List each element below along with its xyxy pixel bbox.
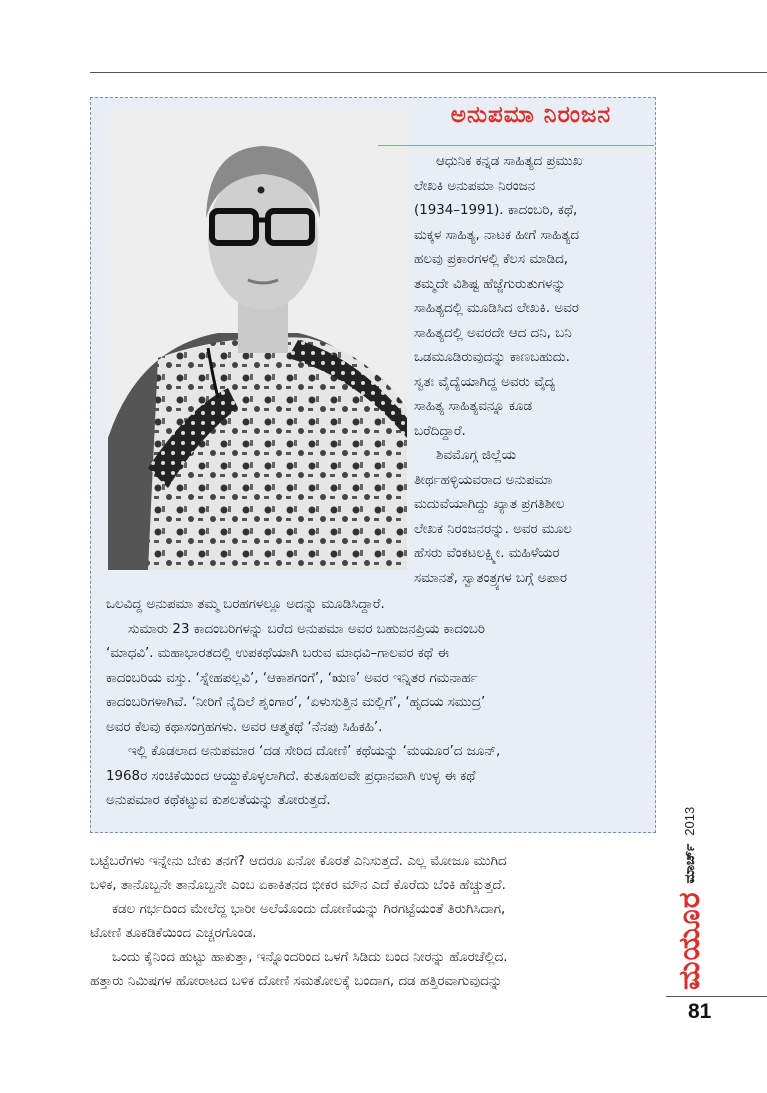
profile-line: ಆಧುನಿಕ ಕನ್ನಡ ಸಾಹಿತ್ಯದ ಪ್ರಮುಖ xyxy=(436,154,583,169)
issue-year: 2013 xyxy=(682,806,697,836)
story-line: ಬಳಿಕ, ತಾನೊಬ್ಬನೇ ತಾನೊಬ್ಬನೇ ಎಂಬ ಏಕಾಕಿತನದ ಭೀಕರ ಮೌನ ಎದೆ ಕೊರೆದು ಬೆಂಕಿ ಹೆಚ್ಚುತ್ತದೆ. xyxy=(90,878,506,893)
profile-text-right-column xyxy=(414,150,654,591)
portrait-photo xyxy=(108,108,407,570)
profile-line: ‘ಮಾಧವಿ’. ಮಹಾಭಾರತದಲ್ಲಿ ಉಪಕಥೆಯಾಗಿ ಬರುವ ಮಾಧವಿ–ಗಾಲವರ ಕಥೆ ಈ xyxy=(106,646,449,661)
profile-line: ಅನುಪಮಾರ ಕಥೆಕಟ್ಟುವ ಕುಶಲತೆಯನ್ನು ತೋರುತ್ತದೆ. xyxy=(106,793,331,808)
profile-line: ಸಾಹಿತ್ಯದಲ್ಲಿ ಮೂಡಿಸಿದ ಲೇಖಕಿ. ಅವರ xyxy=(414,301,579,316)
profile-line: ಮದುವೆಯಾಗಿದ್ದು ಖ್ಯಾತ ಪ್ರಗತಿಶೀಲ xyxy=(414,497,565,512)
profile-line: ಸುಮಾರು 23 ಕಾದಂಬರಿಗಳನ್ನು ಬರೆದ ಅನುಪಮಾ ಅವರ ಬಹುಜನಪ್ರಿಯ ಕಾದಂಬರಿ xyxy=(128,621,485,637)
profile-line: ಒಲವಿದ್ದ ಅನುಪಮಾ ತಮ್ಮ ಬರಹಗಳಲ್ಲೂ ಅದನ್ನು ಮೂಡಿಸಿದ್ದಾರೆ. xyxy=(106,597,385,612)
profile-line: ಕಾದಂಬರಿಯ ವಸ್ತು. ‘ಸ್ನೇಹಪಲ್ಲವಿ’, ‘ಆಕಾಶಗಂಗೆ’, ‘ಋಣ’ ಅವರ ಇನ್ನಿತರ ಗಮನಾರ್ಹ xyxy=(106,670,478,686)
issue-month: ಮಾರ್ಚ್ xyxy=(681,843,698,884)
profile-line: ಸಾಹಿತ್ಯದಲ್ಲಿ ಅವರದೇ ಆದ ದನಿ, ಬನಿ xyxy=(414,325,572,341)
profile-line: ಅವರ ಕೆಲವು ಕಥಾಸಂಗ್ರಹಗಳು. ಅವರ ಆತ್ಮಕಥೆ ‘ನೆನಪು ಸಿಹಿಕಹಿ’. xyxy=(106,719,383,735)
profile-line: ಒಡಮೂಡಿರುವುದನ್ನು ಕಾಣಬಹುದು. xyxy=(414,350,570,365)
profile-line: ಬರೆದಿದ್ದಾರೆ. xyxy=(414,423,466,439)
profile-line: ಸಮಾನತೆ, ಸ್ವಾತಂತ್ರ್ಯಗಳ ಬಗ್ಗೆ ಅಪಾರ xyxy=(414,570,567,586)
story-line: ಒಂದು ಕೈನಿಂದ ಹುಟ್ಟು ಹಾಕುತ್ತಾ, ಇನ್ನೊಂದರಿಂದ ಒಳಗೆ ಸಿಡಿದು ಬಂದ ನೀರನ್ನು ಹೊರಚೆಲ್ಲಿದ. xyxy=(112,950,508,965)
profile-line: ತೀರ್ಥಹಳ್ಳಿಯವರಾದ ಅನುಪಮಾ xyxy=(414,472,553,488)
profile-line: ಸಾಹಿತ್ಯ ಸಾಹಿತ್ಯವನ್ನೂ ಕೂಡ xyxy=(414,399,532,414)
magazine-logo: ಮಯೂರ xyxy=(672,891,707,990)
top-rule xyxy=(90,72,767,73)
profile-line: ಶಿವಮೊಗ್ಗ ಜಿಲ್ಲೆಯ xyxy=(436,448,517,463)
profile-line: ಸ್ವತಃ ವೈದ್ಯೆಯಾಗಿದ್ದ ಅವರು ವೈದ್ಯ xyxy=(414,374,556,390)
author-portrait xyxy=(108,108,407,570)
story-text xyxy=(90,850,662,994)
profile-line: ಹೆಸರು ವೆಂಕಟಲಕ್ಷ್ಮೀ. ಮಹಿಳೆಯರ xyxy=(414,546,560,561)
profile-line: ಹಲವು ಪ್ರಕಾರಗಳಲ್ಲಿ ಕೆಲಸ ಮಾಡಿದ, xyxy=(414,252,569,267)
profile-line: (1934–1991). ಕಾದಂಬರಿ, ಕಥೆ, xyxy=(414,203,578,218)
page-number: 81 xyxy=(688,1000,712,1023)
profile-line: 1968ರ ಸಂಚಿಕೆಯಿಂದ ಆಯ್ದುಕೊಳ್ಳಲಾಗಿದೆ. ಕುತೂಹಲವೇ ಪ್ರಧಾನವಾಗಿ ಉಳ್ಳ ಈ ಕಥೆ xyxy=(106,768,476,784)
profile-line: ಮಕ್ಕಳ ಸಾಹಿತ್ಯ, ನಾಟಕ ಹೀಗೆ ಸಾಹಿತ್ಯದ xyxy=(414,227,579,243)
profile-line: ಲೇಖಕ ನಿರಂಜನರನ್ನು. ಅವರ ಮೂಲ xyxy=(414,521,572,537)
story-line: ಬಟ್ಟೆಬರೆಗಳು ಇನ್ನೇನು ಬೇಕು ತನಗೆ? ಆದರೂ ಏನೋ ಕೊರತೆ ಎನಿಸುತ್ತದೆ. ಎಲ್ಲ ಮೋಜೂ ಮುಗಿದ xyxy=(90,854,507,869)
story-line: ಹತ್ತಾರು ನಿಮಿಷಗಳ ಹೋರಾಟದ ಬಳಿಕ ದೋಣಿ ಸಮತೋಲಕ್ಕೆ ಬಂದಾಗ, ದಡ ಹತ್ತಿರವಾಗುವುದನ್ನು xyxy=(90,974,503,989)
profile-text-full-width xyxy=(106,593,654,814)
page-number-rule xyxy=(666,996,767,997)
profile-line: ಇಲ್ಲಿ ಕೊಡಲಾದ ಅನುಪಮಾರ ‘ದಡ ಸೇರಿದ ದೋಣಿ’ ಕಥೆಯನ್ನು ‘ಮಯೂರ’ದ ಜೂನ್, xyxy=(128,744,501,759)
author-name-heading: ಅನುಪಮಾ ನಿರಂಜನ xyxy=(450,102,612,128)
profile-line: ತಮ್ಮದೇ ವಿಶಿಷ್ಟ ಹೆಜ್ಜೆಗುರುತುಗಳನ್ನು xyxy=(414,276,566,292)
story-line: ಕಡಲ ಗರ್ಭದಿಂದ ಮೇಲೆದ್ದ ಭಾರೀ ಅಲೆಯೊಂದು ದೋಣಿಯನ್ನು ಗಿರಗಟ್ಟೆಯಂತೆ ತಿರುಗಿಸಿದಾಗ, xyxy=(112,902,506,917)
side-masthead xyxy=(672,807,707,990)
heading-underline xyxy=(378,145,654,146)
profile-line: ಲೇಖಕಿ ಅನುಪಮಾ ನಿರಂಜನ xyxy=(414,178,536,194)
story-line: ಟೋಣಿ ತೂಕಡಿಕೆಯಿಂದ ಎಚ್ಚರಗೊಂಡ. xyxy=(90,926,257,941)
profile-line: ಕಾದಂಬರಿಗಳಾಗಿವೆ. ‘ನೀರಿಗೆ ನೈದಿಲೆ ಶೃಂಗಾರ’, ‘ಏಳುಸುತ್ತಿನ ಮಲ್ಲಿಗೆ’, ‘ಹೃದಯ ಸಮುದ್ರ’ xyxy=(106,695,486,710)
